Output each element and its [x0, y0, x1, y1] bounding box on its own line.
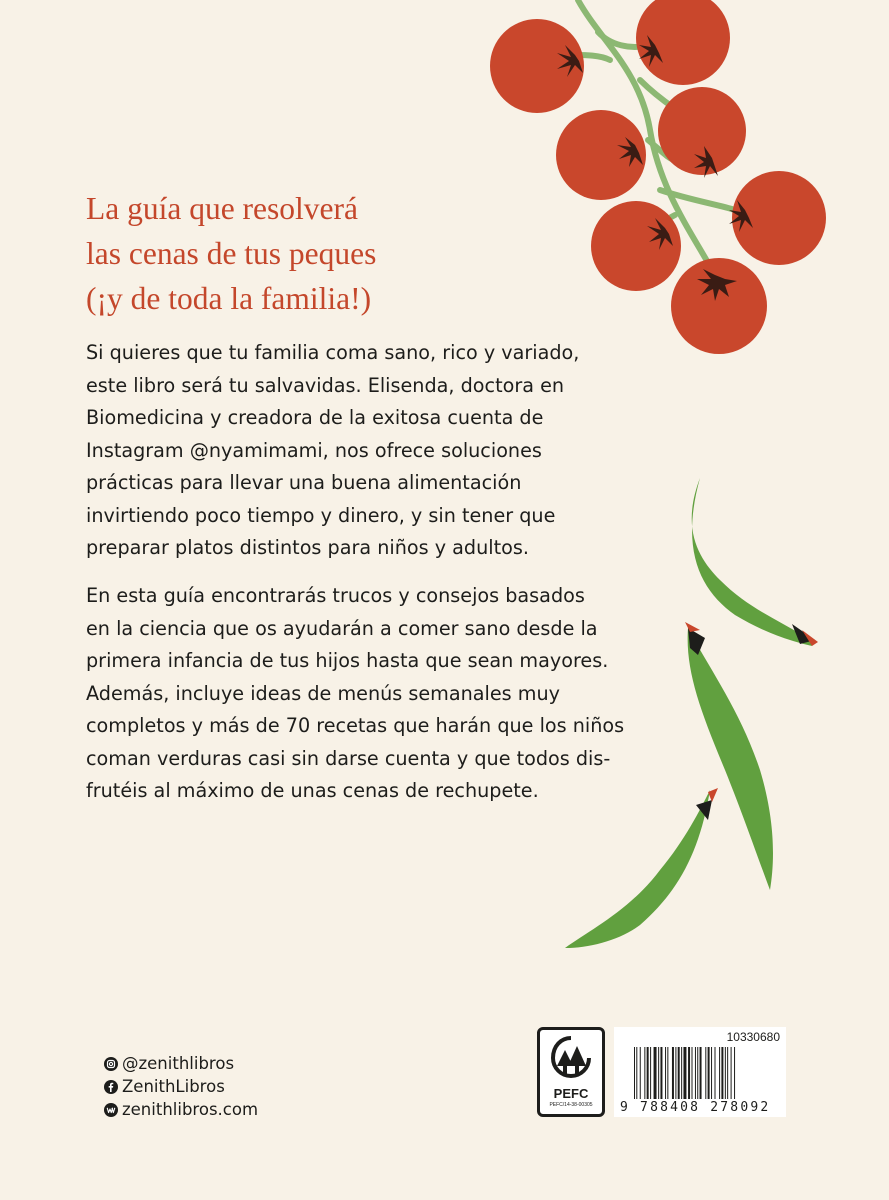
barcode-bar [683, 1047, 686, 1099]
barcode-bar [688, 1047, 690, 1099]
text-line: prácticas para llevar una buena alimentación [86, 471, 522, 494]
facebook-icon [104, 1080, 118, 1094]
product-reference: 10330680 [726, 1030, 780, 1044]
social-facebook[interactable] [104, 1075, 258, 1098]
text-line: Instagram @nyamimami, nos ofrece soluciones [86, 438, 542, 462]
headline-line: (¡y de toda la familia!) [86, 281, 372, 316]
barcode-bar [658, 1047, 659, 1099]
synopsis-paragraph-1 [86, 337, 646, 565]
pefc-code: PEFC/14-38-00305 [549, 1102, 593, 1108]
barcode-bar [667, 1047, 668, 1099]
barcode-bar [681, 1047, 682, 1099]
barcode-bar [734, 1047, 735, 1099]
text-line: coman verduras casi sin darse cuenta y que todos dis- [86, 746, 611, 770]
barcode-bar [644, 1047, 645, 1099]
text-line: preparar platos distintos para niños y adultos. [86, 536, 529, 559]
facebook-handle: ZenithLibros [122, 1077, 225, 1096]
pefc-logo [537, 1027, 605, 1117]
text-line: primera infancia de tus hijos hasta que sean mayores. [86, 649, 609, 672]
text-line: invirtiendo poco tiempo y dinero, y sin tener que [86, 503, 556, 527]
barcode-bar [636, 1047, 637, 1099]
text-line: completos y más de 70 recetas que harán que los niños [86, 714, 625, 737]
social-web[interactable] [104, 1098, 258, 1121]
barcode-bar [692, 1047, 693, 1099]
text-line: en la ciencia que os ayudarán a comer sano desde la [86, 616, 598, 640]
barcode-bar [647, 1047, 649, 1099]
text-line: Si quieres que tu familia coma sano, rico y variado, [86, 341, 580, 364]
web-icon [104, 1103, 118, 1117]
headline-line: las cenas de tus peques [86, 236, 377, 271]
headline-line: La guía que resolverá [86, 191, 358, 226]
barcode-bar [672, 1047, 674, 1099]
instagram-handle: @zenithlibros [122, 1054, 235, 1073]
barcode-bar [654, 1047, 657, 1099]
barcode-bar [640, 1047, 641, 1099]
website-url: zenithlibros.com [122, 1100, 259, 1119]
synopsis-paragraph-2 [86, 580, 646, 808]
text-line: Además, incluye ideas de menús semanales muy [86, 681, 560, 705]
barcode-bar [715, 1047, 716, 1099]
barcode-bar [695, 1047, 696, 1099]
barcode-bar [650, 1047, 651, 1099]
barcode-bar [665, 1047, 666, 1099]
social-instagram[interactable] [104, 1052, 258, 1075]
barcode-bar [700, 1047, 702, 1099]
barcode-bar [678, 1047, 680, 1099]
barcode-bar [725, 1047, 726, 1099]
text-line: este libro será tu salvavidas. Elisenda, doctora en [86, 373, 565, 397]
barcode-bar [697, 1047, 698, 1099]
barcode-bar [675, 1047, 676, 1099]
text-line: En esta guía encontrarás trucos y consejos basados [86, 584, 585, 607]
barcode-bar [727, 1047, 728, 1099]
barcode-bars [634, 1047, 782, 1099]
barcode-bar [721, 1047, 723, 1099]
text-line: Biomedicina y creadora de la exitosa cuenta de [86, 406, 544, 429]
pefc-tree-icon [549, 1036, 593, 1084]
barcode-bar [705, 1047, 706, 1099]
barcode-bar [634, 1047, 635, 1099]
barcode-bar [719, 1047, 720, 1099]
barcode-bar [711, 1047, 712, 1099]
pefc-name: PEFC [553, 1086, 589, 1101]
isbn-digits: 9 788408 278092 [620, 1100, 771, 1115]
barcode-bar [660, 1047, 662, 1099]
text-line: frutéis al máximo de unas cenas de rechupete. [86, 779, 539, 802]
barcode-bar [708, 1047, 710, 1099]
social-links [104, 1052, 258, 1121]
instagram-icon [104, 1057, 118, 1071]
isbn-barcode [614, 1027, 786, 1117]
barcode-bar [731, 1047, 732, 1099]
tomato-vine-illustration [490, 0, 835, 360]
headline [86, 186, 506, 321]
